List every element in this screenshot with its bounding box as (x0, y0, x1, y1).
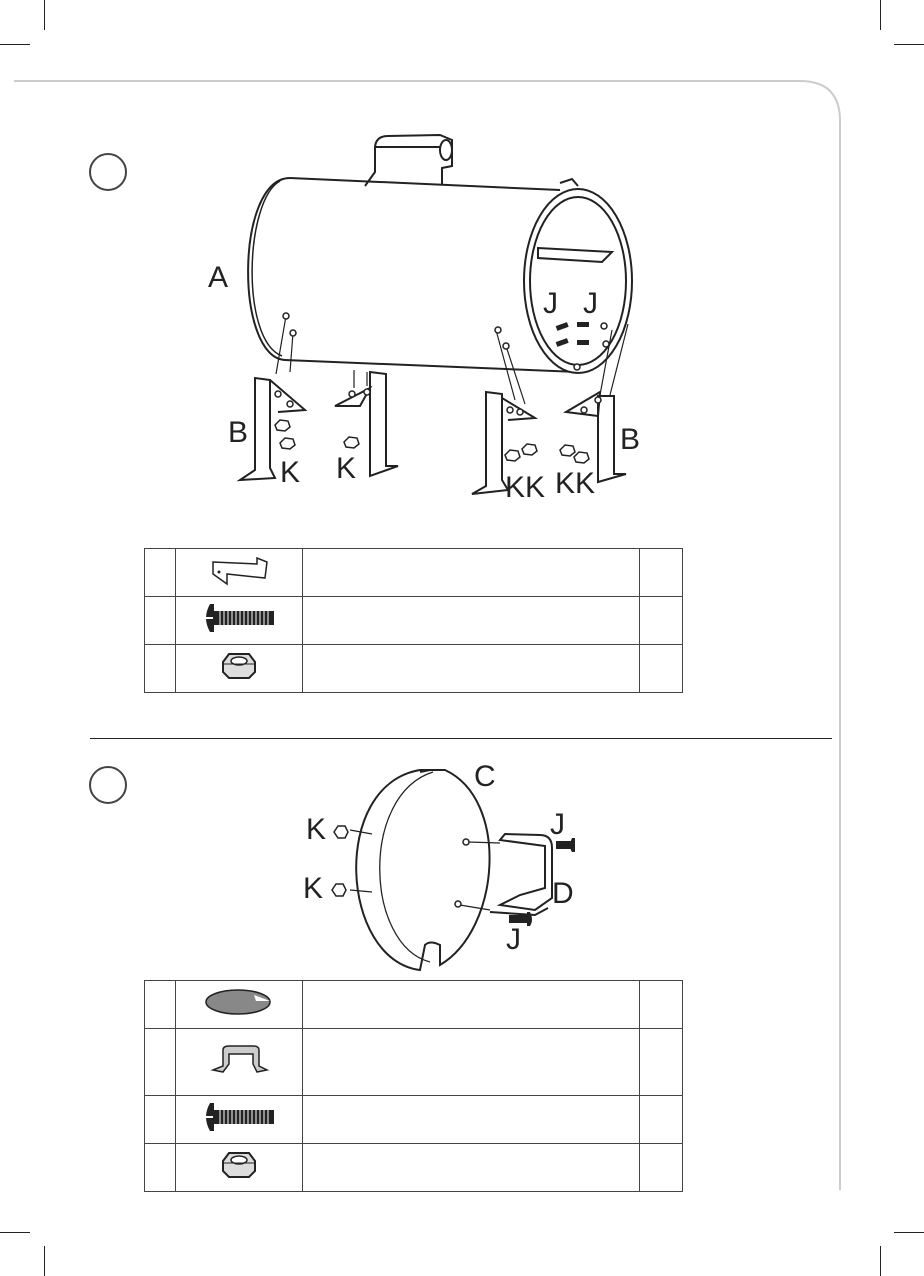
table-row (145, 597, 683, 645)
step-1-illustration (0, 0, 924, 540)
table-row (145, 549, 683, 597)
part-name (303, 1144, 640, 1192)
bolt-label: J (506, 923, 521, 956)
step-2-illustration (0, 740, 924, 980)
lid-label: C (474, 760, 496, 793)
nut-label: K (280, 456, 301, 489)
step-2-parts-table (144, 980, 683, 1192)
bolt-label: J (550, 808, 565, 841)
part-name (303, 597, 640, 645)
u-handle-icon (176, 1029, 303, 1096)
part-name (303, 549, 640, 597)
bolt-label: J (543, 287, 558, 320)
table-row (145, 981, 683, 1029)
part-quantity (640, 1096, 683, 1144)
part-quantity (640, 645, 683, 693)
nut-label: K (303, 872, 324, 905)
leg-label-left: B (228, 416, 249, 449)
nut-label: K (336, 452, 357, 485)
leg-bracket-icon (176, 549, 303, 597)
part-quantity (640, 1144, 683, 1192)
table-row (145, 1144, 683, 1192)
nut-label: K (306, 813, 327, 846)
section-divider (90, 738, 832, 739)
handle-label: D (552, 877, 574, 910)
tank-label: A (208, 261, 229, 294)
hex-nut-icon (176, 645, 303, 693)
nut-label: KK (505, 471, 546, 504)
part-name (303, 981, 640, 1029)
bolt-label: J (583, 287, 598, 320)
table-row (145, 1029, 683, 1096)
part-name (303, 1096, 640, 1144)
step-1-parts-table (144, 548, 683, 693)
part-quantity (640, 1029, 683, 1096)
part-name (303, 645, 640, 693)
nut-label: KK (555, 467, 596, 500)
table-row (145, 645, 683, 693)
leg-label-right: B (620, 423, 641, 456)
hex-nut-icon (176, 1144, 303, 1192)
bolt-icon (176, 1096, 303, 1144)
part-quantity (640, 597, 683, 645)
table-row (145, 1096, 683, 1144)
lid-disc-icon (176, 981, 303, 1029)
part-quantity (640, 981, 683, 1029)
bolt-icon (176, 597, 303, 645)
part-quantity (640, 549, 683, 597)
part-name (303, 1029, 640, 1096)
